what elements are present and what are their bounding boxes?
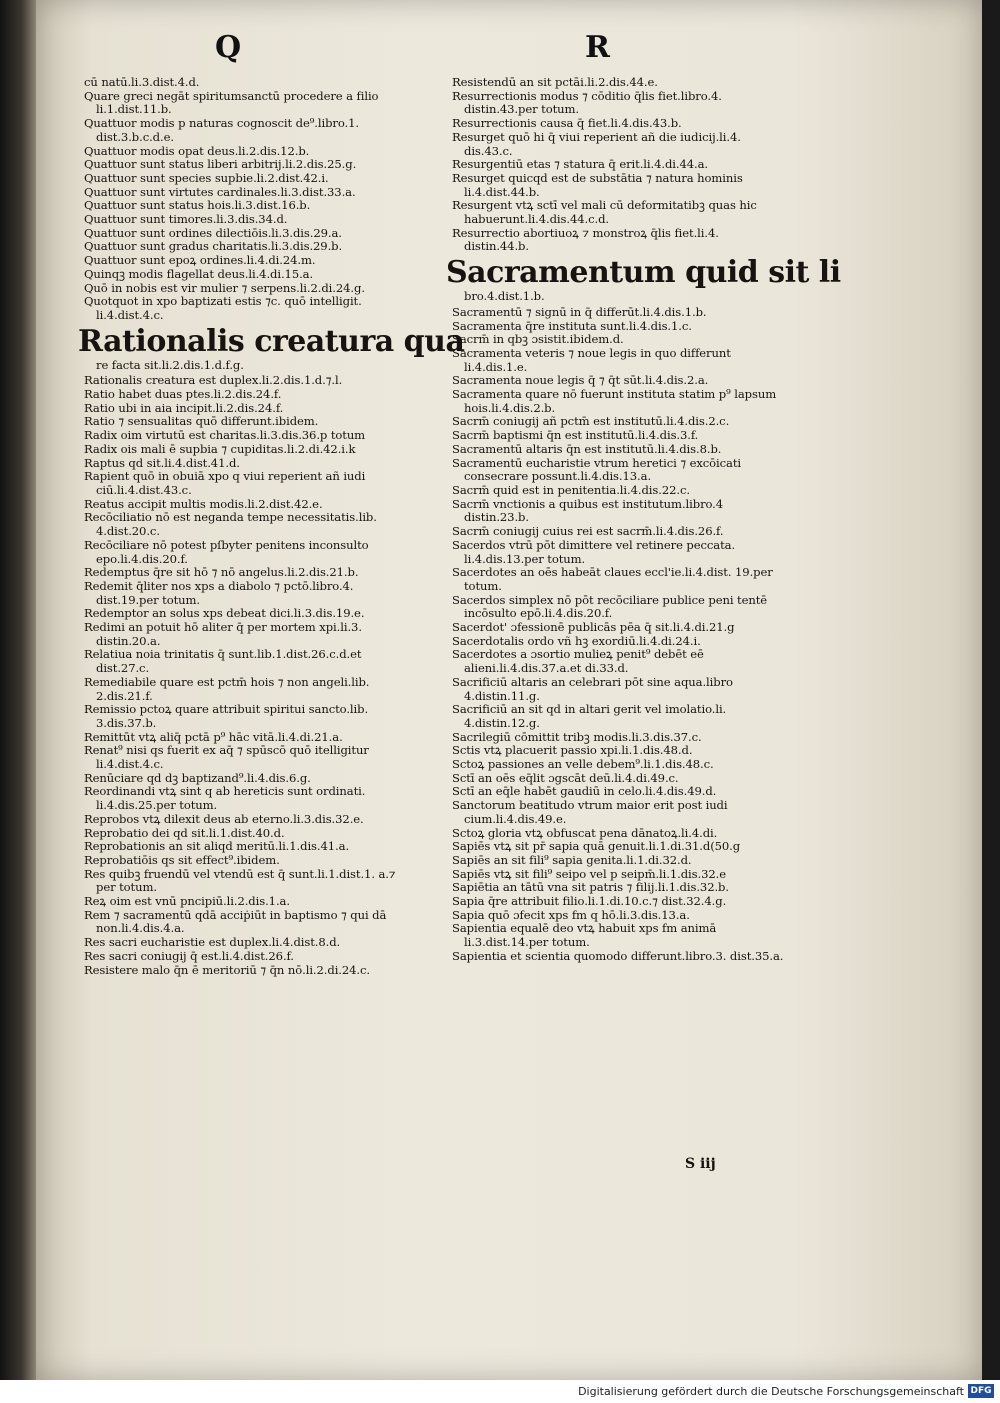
index-entry: Ratio habet duas ptes.li.2.dis.24.f.	[84, 387, 282, 402]
index-entry: Sapiētia an tātū vna sit patris ⁊ filij.li.1.dis.32.b.	[452, 880, 729, 895]
index-entry: Renūciare qd dꝫ baptizand⁹.li.4.dis.6.g.	[84, 770, 311, 785]
index-entry: Sacrificiū an sit qd in altari gerit vel imolatio.li. 4.distin.12.g.	[452, 702, 727, 730]
index-entry: Sacramenta noue legis q̄ ⁊ q̄t sūt.li.4.dis.2.a.	[452, 373, 709, 388]
index-entry: Res quibꝫ fruendū vel vtendū est q̄ sunt.li.1.dist.1. a.⁊ per totum.	[84, 866, 396, 895]
index-entry: Reꝝ oim est vnū pncipiū.li.2.dis.1.a.	[84, 894, 290, 909]
index-entry: Res sacri eucharistie est duplex.li.4.dist.8.d.	[84, 935, 341, 950]
index-entry: Sapia quō ɔfecit xps fm q hō.li.3.dis.13.a.	[452, 907, 690, 922]
dfg-logo: DFG	[968, 1384, 994, 1398]
index-entry: Resurget quō hi q̄ viui reperient añ die iudicij.li.4. dis.43.c.	[452, 129, 741, 158]
index-entry: Recōciliatio nō est neganda tempe necessitatis.lib. 4.dist.20.c.	[84, 510, 377, 539]
index-entry: Redemit q̄liter nos xps a diabolo ⁊ pctō.libro.4. dist.19.per totum.	[84, 578, 354, 607]
index-entry: Sapiēs vtꝝ sit pr̄ sapia quā genuit.li.1.di.31.d(50.g	[452, 839, 741, 854]
index-entry: Redimi an potuit hō aliter q̄ per mortem xpi.li.3. distin.20.a.	[84, 620, 362, 648]
index-entry: Remittūt vtꝝ aliq̄ pctā p⁹ hāc vitā.li.4.di.21.a.	[84, 729, 343, 744]
index-entry: Quotquot in xpo baptizati estis ⁊c. quō intelligit. li.4.dist.4.c.	[84, 294, 362, 322]
index-entry: Quare greci negāt spiritumsanctū procedere a filio li.1.dist.11.b.	[84, 88, 379, 117]
index-entry: Quattuor sunt timores.li.3.dis.34.d.	[84, 212, 288, 227]
index-entry: Remissio pctoꝝ quare attribuit spiritui sancto.lib. 3.dis.37.b.	[84, 702, 369, 730]
index-entry: Sapiēs an sit fili⁹ sapia genita.li.1.di.32.d.	[452, 852, 692, 867]
index-entry: Ratio ⁊ sensualitas quō differunt.ibidem.	[84, 414, 319, 429]
index-entry: Rem ⁊ sacramentū qdā acciṗiūt in baptismo ⁊ qui dā non.li.4.dis.4.a.	[84, 907, 387, 936]
index-entry: Redemptor an solus xps debeat dici.li.3.dis.19.e.	[84, 606, 365, 621]
signature-mark-right: R	[585, 30, 610, 65]
index-entry: Quattuor modis p naturas cognoscit de⁹.libro.1. dist.3.b.c.d.e.	[84, 116, 359, 144]
index-entry: Sanctorum beatitudo vtrum maior erit post iudi cium.li.4.dis.49.e.	[452, 798, 728, 826]
index-entry: Quattuor modis opat deus.li.2.dis.12.b.	[84, 143, 310, 158]
index-entry: Sacramentū ⁊ signū in q̄ differūt.li.4.dis.1.b.	[452, 304, 707, 319]
index-entry: Sapiēs vtꝝ sit fili⁹ seipo vel p seipm̄.li.1.dis.32.e	[452, 866, 726, 881]
index-entry: Sacramenta quare nō fuerunt instituta statim p⁹ lapsum hois.li.4.dis.2.b.	[452, 387, 777, 415]
index-entry: Sacrm̄ coniugij añ pctm̄ est institutū.li.4.dis.2.c.	[452, 414, 730, 429]
catchword: S iij	[685, 1156, 716, 1172]
index-entry: Reprobationis an sit aliqd meritū.li.1.dis.41.a.	[84, 839, 350, 854]
index-entry: Sapia q̄re attribuit filio.li.1.di.10.c.⁊ dist.32.4.g.	[452, 894, 727, 909]
index-rubric-continuation: re facta sit.li.2.dis.1.d.f.g.	[96, 357, 244, 372]
index-entry: Resurgentiū etas ⁊ statura q̄ erit.li.4.di.44.a.	[452, 157, 708, 172]
right-column	[446, 75, 841, 964]
index-entry: Radix oim virtutū est charitas.li.3.dis.36.p totum	[84, 428, 366, 443]
index-entry: Sctī an eq̄le habēt gaudiū in celo.li.4.dis.49.d.	[452, 784, 717, 799]
index-entry: Sctoꝝ passiones an velle debem⁹.li.1.dis.48.c.	[452, 757, 714, 772]
index-entry: Redemptus q̄re sit hō ⁊ nō angelus.li.2.dis.21.b.	[84, 565, 359, 580]
index-entry: Resistere malo q̄n ē meritoriū ⁊ q̄n nō.li.2.di.24.c.	[84, 962, 371, 977]
index-entry: Quattuor sunt epoꝝ ordines.li.4.di.24.m.	[84, 253, 316, 268]
index-entry: Quattuor sunt virtutes cardinales.li.3.dist.33.a.	[84, 184, 356, 199]
signature-mark-left: Q	[215, 30, 242, 65]
index-entry: Sacramenta veteris ⁊ noue legis in quo differunt li.4.dis.1.e.	[452, 345, 731, 374]
index-entry: Resurrectio abortiuoꝝ ⁊ monstroꝝ q̄lis fiet.li.4. distin.44.b.	[452, 225, 719, 254]
index-entry: Sacramentū altaris q̄n est institutū.li.4.dis.8.b.	[452, 441, 722, 456]
index-entry: Quattuor sunt species supbie.li.2.dist.42.i.	[84, 170, 329, 185]
index-entry: Sacramentū eucharistie vtrum heretici ⁊ excōicati consecrare possunt.li.4.dis.13.a.	[452, 455, 742, 484]
index-entry: Sctoꝝ gloria vtꝝ obfuscat pena dānatoꝝ.li.4.di.	[452, 825, 718, 840]
index-entry: Quattuor sunt ordines dilectiōis.li.3.dis.29.a.	[84, 225, 342, 240]
index-entry: Reatus accipit multis modis.li.2.dist.42.e.	[84, 496, 323, 511]
index-entry: Sacrm̄ coniugij cuius rei est sacrm̄.li.4.dis.26.f.	[452, 524, 724, 539]
index-entry: Quattuor sunt status liberi arbitrij.li.2.dis.25.g.	[84, 157, 357, 172]
index-entry: Sacerdot' ɔfessionē publicās pēa q̄ sit.li.4.di.21.g	[452, 620, 735, 635]
index-entry: Quattuor sunt gradus charitatis.li.3.dis.29.b.	[84, 239, 343, 254]
index-rubric-heading: Sacramentum quid sit li	[446, 255, 841, 291]
index-entry: Rationalis creatura est duplex.li.2.dis.1.d.⁊.l.	[84, 373, 343, 388]
index-entry: Ratio ubi in aia incipit.li.2.dis.24.f.	[84, 400, 284, 415]
index-entry: Rapient quō in obuiā xpo q viui reperient añ iudi ciū.li.4.dist.43.c.	[84, 469, 366, 497]
binding-edge	[0, 0, 36, 1380]
index-entry: Resurrectionis causa q̄ fiet.li.4.dis.43.b.	[452, 116, 682, 131]
index-entry: Resurgent vtꝝ sctī vel mali cū deformitatibꝫ quas hic habuerunt.li.4.dis.44.c.d.	[452, 198, 757, 227]
index-entry: Raptus qd sit.li.4.dist.41.d.	[84, 455, 240, 470]
index-entry: Sacrilegiū cōmittit tribꝫ modis.li.3.dis.37.c.	[452, 729, 702, 744]
index-entry: Reprobos vtꝝ dilexit deus ab eterno.li.3.dis.32.e.	[84, 811, 364, 826]
index-entry: Sapientia et scientia quomodo differunt.libro.3. dist.35.a.	[452, 948, 784, 963]
funding-note: Digitalisierung gefördert durch die Deutsche Forschungsgemeinschaft	[578, 1385, 964, 1398]
index-entry: Recōciliare nō potest pſbyter penitens inconsulto epo.li.4.dis.20.f.	[84, 537, 369, 566]
index-rubric-continuation: bro.4.dist.1.b.	[464, 289, 545, 304]
index-entry: Sacerdotes a ɔsortio mulieꝝ penit⁹ debēt eē alieni.li.4.dis.37.a.et di.33.d.	[452, 647, 704, 676]
index-entry: Sacrificiū altaris an celebrari pōt sine aqua.libro 4.distin.11.g.	[452, 674, 733, 703]
left-column	[78, 75, 465, 977]
index-entry: Sacramenta q̄re instituta sunt.li.4.dis.1.c.	[452, 318, 692, 333]
footer-bar	[0, 1380, 1000, 1403]
index-entry: Resurget quicqd est de substātia ⁊ natura hominis li.4.dist.44.b.	[452, 170, 743, 199]
index-entry: Sacrm̄ quid est in penitentia.li.4.dis.22.c.	[452, 482, 690, 497]
index-entry: Quō in nobis est vir mulier ⁊ serpens.li.2.di.24.g.	[84, 280, 365, 295]
index-entry: Res sacri coniugij q̄ est.li.4.dist.26.f.	[84, 948, 294, 963]
index-entry: Renat⁹ nisi qs fuerit ex aq̄ ⁊ spūscō quō itelligitur li.4.dist.4.c.	[84, 743, 369, 772]
index-entry: Sctis vtꝝ placuerit passio xpi.li.1.dis.48.d.	[452, 743, 693, 758]
index-entry: Resistendū an sit pctāi.li.2.dis.44.e.	[452, 75, 658, 89]
index-entry: Resurrectionis modus ⁊ cōditio q̄lis fiet.libro.4. distin.43.per totum.	[452, 88, 722, 117]
index-entry: Sacrm̄ baptismi q̄n est institutū.li.4.dis.3.f.	[452, 428, 699, 443]
index-entry: Reprobatiōis qs sit effect⁹.ibidem.	[84, 852, 280, 867]
index-entry: Sacerdotes an oēs habeāt claues eccl'ie.li.4.dist. 19.per totum.	[452, 565, 773, 593]
index-rubric-heading: Rationalis creatura qua	[78, 323, 465, 359]
index-entry: Reordinandi vtꝝ sint q ab hereticis sunt ordinati. li.4.dis.25.per totum.	[84, 784, 366, 813]
index-entry: Sctī an oēs eq̄lit ɔgscāt deū.li.4.di.49.c.	[452, 770, 679, 785]
index-entry: cū natū.li.3.dist.4.d.	[84, 75, 200, 89]
index-entry: Quinqꝫ modis flagellat deus.li.4.di.15.a.	[84, 266, 314, 281]
index-entry: Reprobatio dei qd sit.li.1.dist.40.d.	[84, 825, 285, 840]
index-entry: Sapientia equalē deo vtꝝ habuit xps fm animā li.3.dist.14.per totum.	[452, 921, 717, 950]
index-entry: Sacrm̄ vnctionis a quibus est institutum.libro.4 distin.23.b.	[452, 496, 724, 525]
index-entry: Relatiua noia trinitatis q̄ sunt.lib.1.dist.26.c.d.et dist.27.c.	[84, 647, 362, 676]
index-entry: Sacrm̄ in qbꝫ ɔsistit.ibidem.d.	[452, 332, 624, 347]
index-entry: Sacerdos simplex nō pōt recōciliare publice peni tentē incōsulto epō.li.4.dis.20.f.	[452, 592, 768, 621]
index-entry: Radix ois mali ē supbia ⁊ cupiditas.li.2.di.42.i.k	[84, 441, 356, 456]
index-entry: Sacerdotalis ordo vñ hꝫ exordiū.li.4.di.24.i.	[452, 633, 701, 648]
index-entry: Remediabile quare est pctm̄ hois ⁊ non angeli.lib. 2.dis.21.f.	[84, 674, 370, 703]
index-entry: Quattuor sunt status hois.li.3.dist.16.b.	[84, 198, 311, 213]
index-entry: Sacerdos vtrū pōt dimittere vel retinere peccata. li.4.dis.13.per totum.	[452, 537, 736, 566]
